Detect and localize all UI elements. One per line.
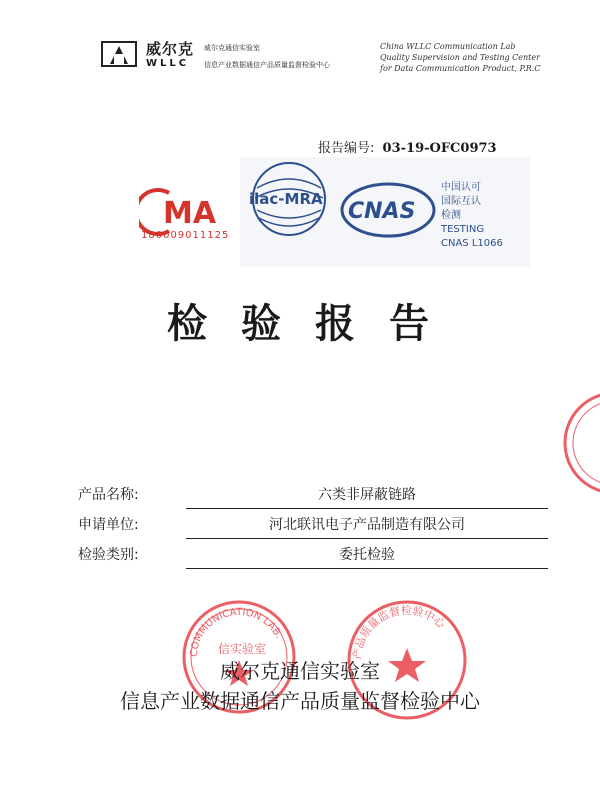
cnas-line-3: 检测 (441, 210, 461, 221)
seal1-cn-text: 信实验室 (218, 642, 267, 656)
report-number-label: 报告编号: (318, 141, 375, 156)
ma-text: MA (163, 196, 217, 231)
document-title: 检验报告 (167, 300, 463, 347)
field-product-name (78, 484, 548, 508)
seal1-arc-text: COMMUNICATION LAB. (188, 606, 285, 658)
field-value: 河北联讯电子产品制造有限公司 (186, 514, 548, 539)
lab-en-line-2: Quality Supervision and Testing Center (380, 53, 540, 62)
center-name-cn: 信息产业数据通信产品质量监督检验中心 (204, 61, 330, 69)
lab-en-line-1: China WLLC Communication Lab (380, 42, 516, 51)
cnas-accreditation-text (441, 181, 503, 251)
ilac-mra-mark-icon (243, 158, 335, 240)
edge-seal-icon (560, 388, 600, 498)
org-name-cn: 威尔克 (146, 40, 195, 58)
field-inspection-type (78, 544, 548, 568)
footer-center-name: 信息产业数据通信产品质量监督检验中心 (120, 689, 480, 713)
report-number (318, 137, 497, 156)
seal2-arc-text: 产品质量监督检验中心 (350, 603, 448, 661)
field-label: 检验类别: (78, 547, 139, 563)
field-value: 六类非屏蔽链路 (186, 484, 548, 509)
cnas-line-5: CNAS L1066 (441, 238, 503, 249)
field-label: 产品名称: (78, 487, 139, 503)
org-name-en: WLLC (146, 58, 190, 69)
cma-number: 180009011125 (141, 230, 230, 241)
cnas-line-2: 国际互认 (441, 196, 481, 207)
lab-name-en (380, 41, 540, 74)
cnas-line-4: TESTING (441, 224, 485, 235)
field-applicant (78, 514, 548, 538)
lab-name-cn: 威尔克通信实验室 (204, 44, 260, 52)
field-value: 委托检验 (186, 544, 548, 569)
cnas-mark-icon (340, 182, 436, 238)
ilac-text: ilac-MRA (249, 190, 323, 208)
lab-en-line-3: for Data Communication Product, P.R.C (380, 64, 541, 73)
cnas-text: CNAS (348, 199, 416, 224)
report-number-value: 03-19-OFC0973 (382, 141, 497, 156)
wllc-logo-icon (100, 38, 140, 70)
cnas-line-1: 中国认可 (441, 182, 481, 193)
footer-lab-name: 威尔克通信实验室 (220, 659, 380, 683)
field-label: 申请单位: (78, 517, 139, 533)
